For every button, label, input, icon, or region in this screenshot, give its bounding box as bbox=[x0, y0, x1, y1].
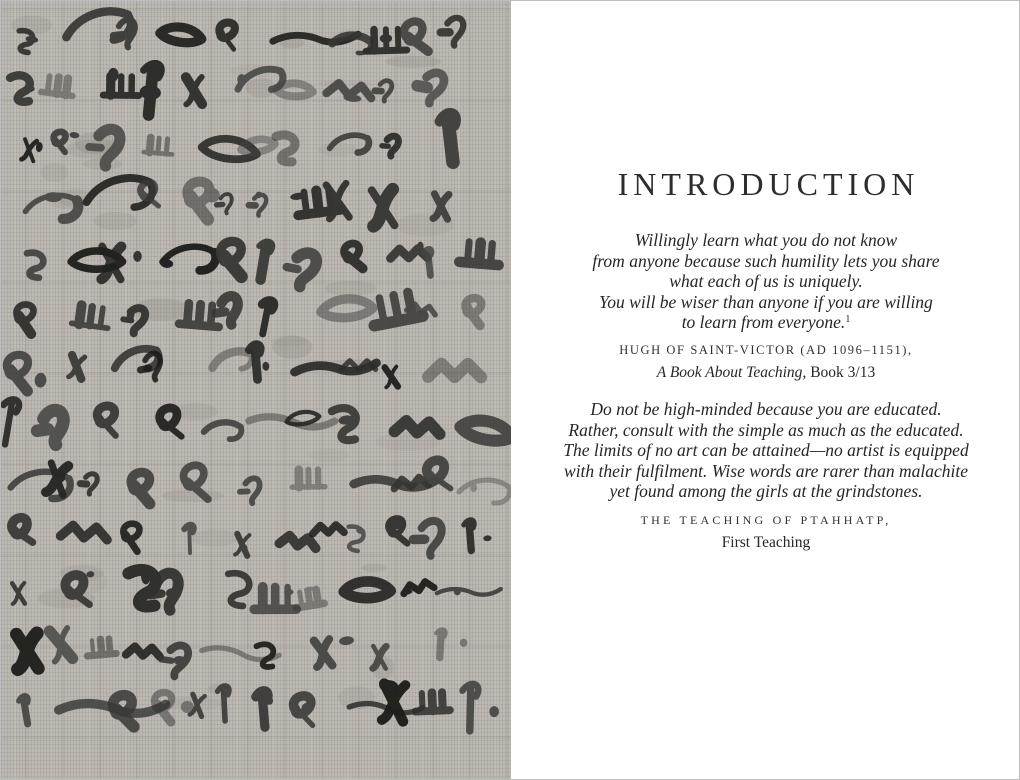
epigraph-1-line bbox=[511, 312, 1020, 333]
introduction-page bbox=[511, 1, 1020, 780]
epigraph-1-source-detail: , Book 3/13 bbox=[802, 363, 876, 381]
epigraph-2-line: Rather, consult with the simple as much as the educated. bbox=[568, 419, 964, 440]
epigraph-2-line: with their fulfilment. Wise words are rarer than malachite bbox=[564, 460, 968, 481]
epigraph-2-line: yet found among the girls at the grindstones. bbox=[609, 481, 923, 502]
hieratic-script-image bbox=[1, 1, 511, 780]
epigraph-1-source-title: A Book About Teaching bbox=[656, 363, 803, 381]
papyrus-photograph bbox=[1, 1, 511, 780]
epigraph-1-line: Willingly learn what you do not know bbox=[634, 230, 898, 250]
epigraph-2 bbox=[511, 399, 1020, 502]
epigraph-1-line: what each of us is uniquely. bbox=[669, 271, 863, 292]
epigraph-1-source bbox=[511, 362, 1020, 384]
epigraph-2-line: Do not be high-minded because you are educated. bbox=[590, 398, 942, 419]
epigraph-1-attribution: HUGH OF SAINT-VICTOR (AD 1096–1151), bbox=[619, 342, 913, 357]
epigraph-1 bbox=[511, 230, 1020, 333]
epigraph-1-line: You will be wiser than anyone if you are willing bbox=[599, 291, 933, 312]
epigraph-1-last-line-text: to learn from everyone. bbox=[681, 312, 846, 333]
epigraph-1-line: from anyone because such humility lets you share bbox=[592, 250, 940, 271]
epigraph-2-attribution: THE TEACHING OF PTAHHATP, bbox=[640, 512, 892, 527]
epigraph-2-attribution-sub: First Teaching bbox=[721, 533, 811, 551]
epigraph-2-line: The limits of no art can be attained—no artist is equipped bbox=[563, 440, 969, 461]
page-title: INTRODUCTION bbox=[617, 166, 920, 202]
footnote-marker: 1 bbox=[845, 314, 851, 326]
